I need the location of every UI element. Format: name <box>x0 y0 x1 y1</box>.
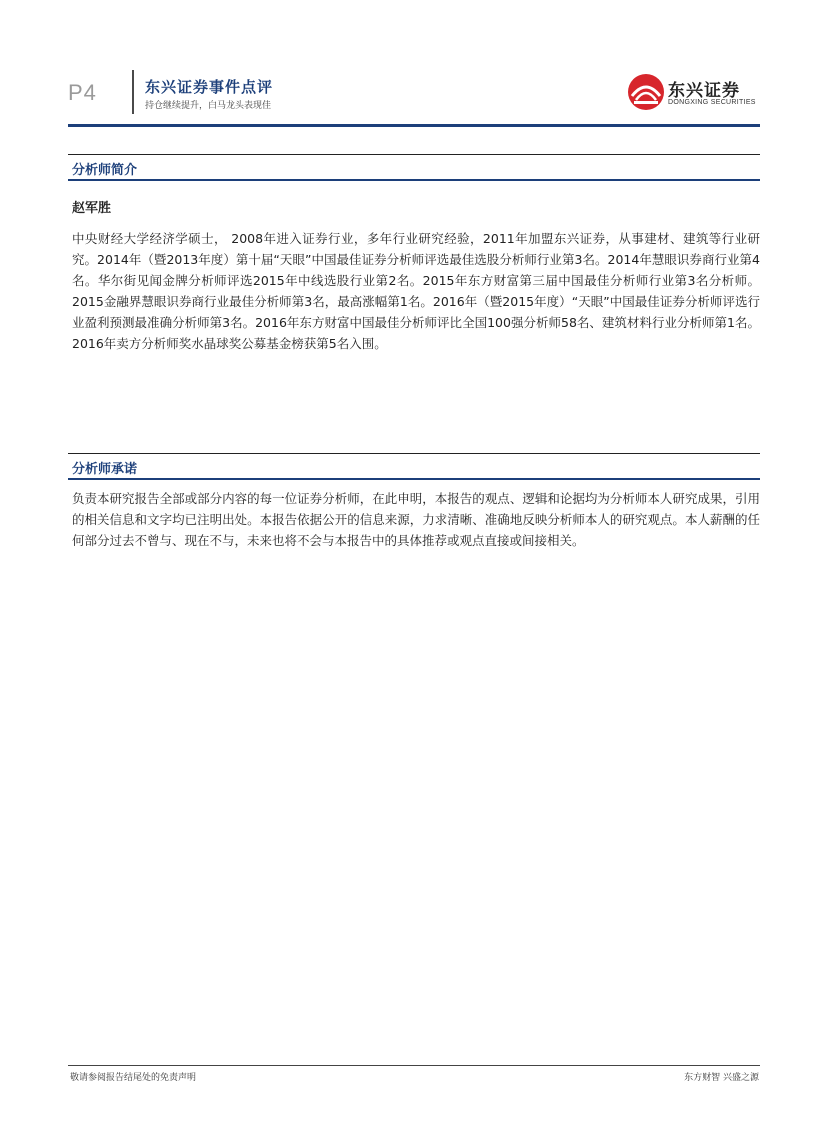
analyst-bio: 中央财经大学经济学硕士， 2008年进入证券行业，多年行业研究经验，2011年加盟东兴证券，从事建材、建筑等行业研究。2014年（暨2013年度）第十届“天眼”中国最佳证券分析师评选最佳选股分析师行业第3名。2014年慧眼识券商行业第4名。华尔街见闻金牌分析师评选2015年中线选股行业第2名。2015年东方财富第三届中国最佳分析师行业第3名分析师。2015金融界慧眼识券商行业最佳分析师第3名，最高涨幅第1名。2016年（暨2015年度）“天眼”中国最佳证券分析师评选行业盈利预测最准确分析师第3名。2016年东方财富中国最佳分析师评比全国100强分析师58名、建筑材料行业分析师第1名。2016年卖方分析师奖水晶球奖公募基金榜获第5名入围。 <box>72 231 760 351</box>
header-rule <box>68 124 760 127</box>
footer-rule <box>68 1065 760 1066</box>
analyst-commitment-heading-text: 分析师承诺 <box>72 462 138 477</box>
header-divider <box>132 70 134 114</box>
footer-slogan: 东方财智 兴盛之源 <box>684 1073 759 1083</box>
footer-disclaimer-note: 敬请参阅报告结尾处的免责声明 <box>70 1073 197 1083</box>
analyst-commitment-text: 负责本研究报告全部或部分内容的每一位证券分析师，在此申明，本报告的观点、逻辑和论据均为分析师本人研究成果，引用的相关信息和文字均已注明出处。本报告依据公开的信息来源，力求清晰、准确地反映分析师本人的研究观点。本人薪酬的任何部分过去不曾与、现在不与，未来也将不会与本报告中的具体推荐或观点直接或间接相关。 <box>72 491 760 548</box>
page-number: P4 <box>68 80 97 105</box>
dongxing-logo-icon <box>626 72 666 112</box>
report-subtitle: 持仓继续提升，白马龙头表现佳 <box>145 101 272 111</box>
analyst-name: 赵军胜 <box>72 201 112 216</box>
analyst-intro-heading-text: 分析师简介 <box>72 163 138 178</box>
dongxing-logo <box>626 72 756 112</box>
analyst-intro-heading <box>68 154 760 181</box>
page-header <box>68 66 760 126</box>
report-type-title: 东兴证券事件点评 <box>145 78 274 96</box>
analyst-commitment-heading <box>68 453 760 480</box>
logo-english-text: DONGXING SECURITIES <box>668 99 756 106</box>
logo-chinese-text: 东兴证券 <box>668 81 740 101</box>
